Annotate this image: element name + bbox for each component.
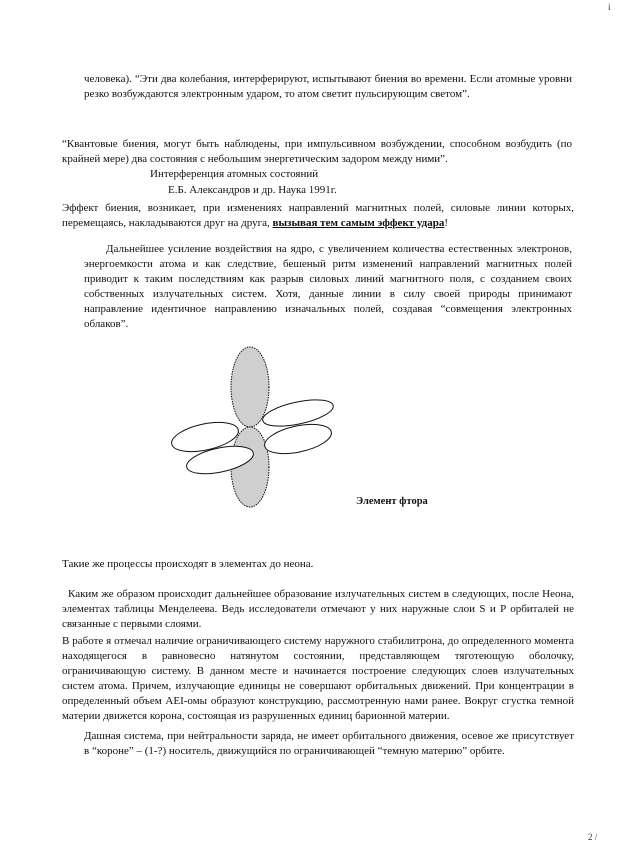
upper-lobe bbox=[231, 347, 269, 427]
corner-mark-top: i bbox=[608, 2, 611, 12]
paragraph-2-quote: “Квантовые биения, могут быть наблюдены, при импульсивном возбуждении, способном возбудить (по крайней мере) два состояния с небольшим энергетическим задором между ними”. bbox=[62, 138, 572, 165]
corner-mark-bottom: 2 / bbox=[588, 832, 598, 842]
figure-caption: Элемент фтора bbox=[356, 496, 428, 507]
paragraph-5: Такие же процессы происходят в элементах до неона. bbox=[62, 558, 314, 570]
paragraph-7: В работе я отмечал наличие ограничивающего систему наружного стабилитрона, до определенного момента находящегося в равновесно натянутом состоянии, представляющем тяготеющую оболочку, ограничивающую систему. В данном месте и начинается построение следующих слоев излучательных систем атома. Причем, излучающие единицы не совершают орбитальных движений. При концентрации в определенный объем AEI-омы образуют конструкцию, рассмотренную нами ранее. Вокруг сгустка темной материи движется корона, состоящая из разрушенных единиц барионной материи. bbox=[62, 635, 574, 722]
paragraph-8: Дашная система, при нейтральности заряда, не имеет орбитального движения, осевое же присутствует в “короне” – (1-?) носитель, движущийся по ограничивающей “темную материю” орбите. bbox=[84, 730, 574, 757]
paragraph-3 bbox=[62, 201, 574, 231]
paragraph-3-end: ! bbox=[444, 217, 448, 229]
fluorine-element-diagram bbox=[160, 345, 360, 515]
paragraph-1: человека). “Эти два колебания, интерферируют, испытывают биения во времени. Если атомные уровни резко возбуждаются электронным ударом, то атом светит пульсирующим светом”. bbox=[84, 73, 572, 100]
paragraph-3-text: Эффект биения, возникает, при изменениях направлений магнитных полей, силовые линии которых, перемещаясь, накладываются друг на друга, bbox=[62, 202, 574, 229]
quote-source-author: Е.Б. Александров и др. Наука 1991г. bbox=[168, 184, 337, 196]
paragraph-4: Дальнейшее усиление воздействия на ядро, с увеличением количества естественных электронов, энергоемкости атома и как следствие, бешеный ритм изменений направлений магнитных полей приводит к таким последствиям как разрыв силовых линий магнитного поля, с созданием своих собственных излучательных систем. Хотя, данные линии в силу своей природы принимают направление идентичное направлению изначальных полей, создавая “совмещения электронных облаков”. bbox=[84, 243, 572, 330]
paragraph-6: Каким же образом происходит дальнейшее образование излучательных систем в следующих, после Неона, элементах таблицы Менделеева. Ведь исследователи отмечают у них наружные слои S и P орбиталей не связанные с первыми слоями. bbox=[62, 588, 574, 630]
quote-source-title: Интерференция атомных состояний bbox=[150, 168, 319, 180]
paragraph-3-emphasis: вызывая тем самым эффект удара bbox=[272, 217, 445, 229]
